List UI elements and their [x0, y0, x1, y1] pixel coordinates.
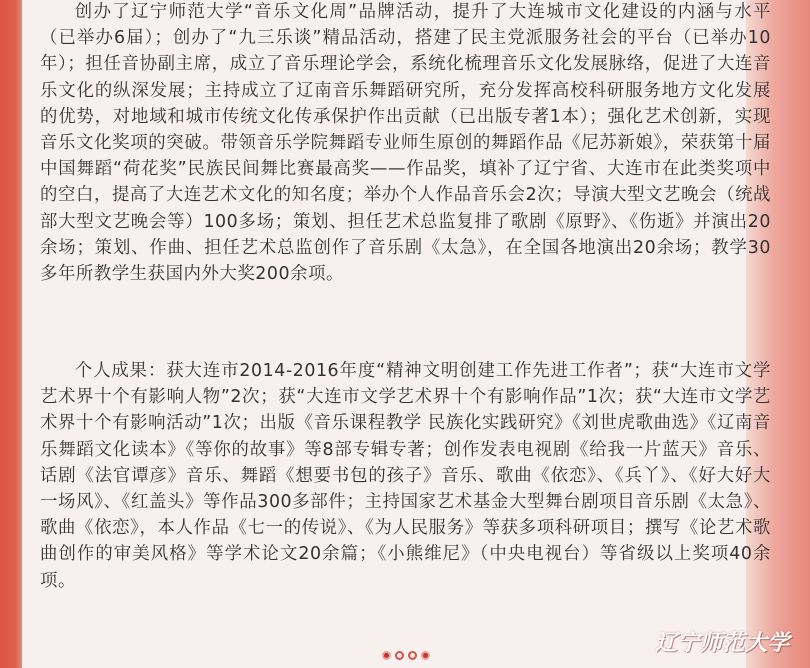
left-border-frame: [0, 0, 22, 668]
pager-dot-icon: [408, 651, 417, 660]
pager-dot-icon: [421, 651, 430, 660]
pager-dot-icon: [382, 651, 391, 660]
article-paragraph-achievements: 创办了辽宁师范大学“音乐文化周”品牌活动，提升了大连城市文化建设的内涵与水平（已举办6届）；创办了“九三乐谈”精品活动，搭建了民主党派服务社会的平台（已举办10年）；担任音协副主席，成立了音乐理论学会，系统化梳理音乐文化发展脉络，促进了大连音乐文化的纵深发展；主持成立了辽南音乐舞蹈研究所，充分发挥高校科研服务地方文化发展的优势，对地域和城市传统文化传承保护作出贡献（已出版专著1本）；强化艺术创新，实现音乐文化奖项的突破。带领音乐学院舞蹈专业师生原创的舞蹈作品《尼苏新娘》，荣获第十届中国舞蹈“荷花奖”民族民间舞比赛最高奖——作品奖，填补了辽宁省、大连市在此类奖项中的空白，提高了大连艺术文化的知名度；举办个人作品音乐会2次；导演大型文艺晚会（统战部大型文艺晚会等）100多场；策划、担任艺术总监复排了歌剧《原野》、《伤逝》并演出20余场；策划、作曲、担任艺术总监创作了音乐剧《太急》，在全国各地演出20余场；教学30多年所教学生获国内外大奖200余项。: [40, 2, 771, 285]
pager-dot-icon: [395, 651, 404, 660]
university-logo-watermark: 辽宁师范大学: [654, 630, 790, 656]
article-paragraph-personal-results: 个人成果：获大连市2014-2016年度“精神文明创建工作先进工作者”；获“大连市文学艺术界十个有影响人物”2次；获“大连市文学艺术界十个有影响作品”1次；获“大连市文学艺术界十个有影响活动”1次；出版《音乐课程教学 民族化实践研究》《刘世虎歌曲选》《辽南音乐舞蹈文化读本》《等你的故事》等8部专辑专著；创作发表电视剧《给我一片蓝天》音乐、话剧《法官谭彦》音乐、舞蹈《想要书包的孩子》音乐、歌曲《依恋》、《兵丫》、《好大好大一场风》、《红盖头》等作品300多部件；主持国家艺术基金大型舞台剧项目音乐剧《太急》、歌曲《依恋》，本人作品《七一的传说》、《为人民服务》等获多项科研项目；撰写《论艺术歌曲创作的审美风格》等学术论文20余篇；《小熊维尼》（中央电视台）等省级以上奖项40余项。: [40, 361, 771, 591]
